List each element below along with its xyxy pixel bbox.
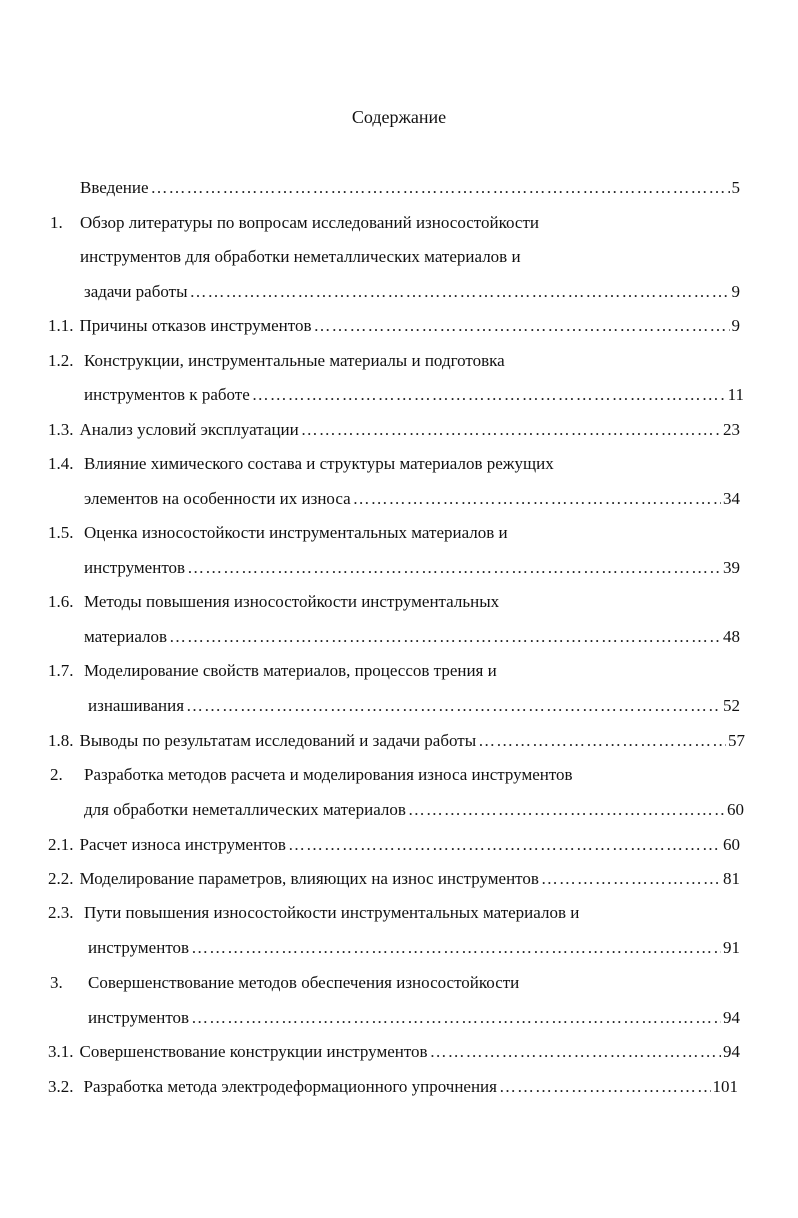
toc-page-number: 39 [723, 558, 740, 577]
leader-dots [252, 383, 726, 407]
toc-entry-2-3 [88, 936, 740, 960]
toc-entry-text: Пути повышения износостойкости инструментальных материалов и [84, 903, 580, 922]
toc-entry-number: 2. [50, 765, 63, 784]
toc-entry-intro [80, 176, 740, 200]
toc-entry-number: 1.1. [48, 316, 74, 335]
toc-entry-text: Конструкции, инструментальные материалы и подготовка [84, 351, 505, 370]
toc-entry-1-1 [48, 314, 740, 338]
toc-entry-number: 1.8. [48, 731, 74, 750]
leader-dots [191, 1006, 721, 1030]
toc-page-number: 60 [727, 800, 744, 819]
toc-entry-1-4 [84, 487, 740, 511]
toc-entry-text: Анализ условий эксплуатации [79, 420, 299, 439]
toc-entry-text: Совершенствование конструкции инструментов [79, 1042, 428, 1061]
leader-dots [499, 1075, 711, 1099]
toc-entry-3 [88, 1006, 740, 1030]
toc-entry-1-3 [48, 418, 740, 442]
toc-entry-text: инструментов к работе [84, 385, 250, 404]
toc-page-number: 34 [723, 489, 740, 508]
toc-entry-3-1 [48, 1040, 740, 1064]
toc-page-number: 57 [728, 731, 745, 750]
toc-entry-number: 2.2. [48, 869, 74, 888]
leader-dots [288, 833, 721, 857]
toc-entry-text: задачи работы [84, 282, 188, 301]
toc-page-number: 81 [723, 869, 740, 888]
toc-entry-1 [84, 280, 740, 304]
toc-entry-text: инструментов [88, 938, 190, 957]
toc-entry-text: Моделирование свойств материалов, процессов трения и [84, 661, 497, 680]
toc-entry-number: 3. [50, 973, 63, 992]
toc-entry-number: 2.3. [48, 903, 74, 922]
leader-dots [191, 936, 721, 960]
toc-entry-1-5 [84, 556, 740, 580]
toc-entry-1-8 [48, 729, 745, 753]
toc-page-number: 101 [712, 1077, 738, 1096]
toc-entry-text: изнашивания [88, 696, 185, 715]
toc-entry-3-2 [48, 1075, 738, 1099]
toc-page-number: 60 [723, 835, 740, 854]
leader-dots [151, 176, 730, 200]
toc-entry-1-6 [84, 625, 740, 649]
page-title: Содержание [351, 107, 447, 127]
toc-page-number: 9 [731, 316, 740, 335]
leader-dots [408, 798, 725, 822]
toc-entry-text: Выводы по результатам исследований и задачи работы [79, 731, 477, 750]
toc-entry-text: Разработка методов расчета и моделирования износа инструментов [84, 765, 573, 784]
toc-entry-text: Оценка износостойкости инструментальных материалов и [84, 523, 508, 542]
toc-page-number: 48 [723, 627, 740, 646]
toc-page-number: 9 [731, 282, 740, 301]
toc-entry-2 [84, 798, 744, 822]
toc-page-number: 94 [723, 1008, 740, 1027]
leader-dots [190, 280, 730, 304]
toc-entry-number: 1.2. [48, 351, 74, 370]
toc-entry-number: 1.6. [48, 592, 74, 611]
toc-page-number: 52 [723, 696, 740, 715]
toc-entry-2-1 [48, 833, 740, 857]
leader-dots [430, 1040, 721, 1064]
toc-entry-text: инструментов для обработки неметаллических материалов и [80, 247, 521, 266]
toc-page-number: 94 [723, 1042, 740, 1061]
toc-entry-text: Расчет износа инструментов [79, 835, 286, 854]
toc-page-number: 5 [731, 178, 740, 197]
toc-entry-number: 3.2. [48, 1077, 74, 1096]
leader-dots [541, 867, 721, 891]
toc-entry-text: инструментов [84, 558, 186, 577]
toc-entry-number: 1.3. [48, 420, 74, 439]
leader-dots [301, 418, 721, 442]
toc-entry-text: Методы повышения износостойкости инструментальных [84, 592, 500, 611]
toc-entry-1-7 [88, 694, 740, 718]
toc-entry-text: Моделирование параметров, влияющих на износ инструментов [79, 869, 539, 888]
toc-entry-1-2 [84, 383, 744, 407]
toc-entry-text: Совершенствование методов обеспечения износостойкости [88, 973, 520, 992]
toc-entry-number: 1. [50, 213, 63, 232]
toc-entry-text: Причины отказов инструментов [79, 316, 312, 335]
toc-entry-2-2 [48, 867, 740, 891]
toc-entry-text: для обработки неметаллических материалов [84, 800, 406, 819]
toc-page-number: 11 [727, 385, 744, 404]
leader-dots [314, 314, 730, 338]
toc-page-number: 23 [723, 420, 740, 439]
leader-dots [478, 729, 726, 753]
toc-entry-text: инструментов [88, 1008, 190, 1027]
toc-entry-number: 2.1. [48, 835, 74, 854]
toc-entry-text: Введение [80, 178, 149, 197]
leader-dots [353, 487, 721, 511]
toc-entry-text: Обзор литературы по вопросам исследований износостойкости [80, 213, 539, 232]
toc-page-number: 91 [723, 938, 740, 957]
toc-entry-text: Разработка метода электродеформационного упрочнения [83, 1077, 497, 1096]
toc-entry-number: 3.1. [48, 1042, 74, 1061]
leader-dots [186, 694, 721, 718]
toc-entry-text: элементов на особенности их износа [84, 489, 351, 508]
leader-dots [169, 625, 721, 649]
toc-entry-number: 1.5. [48, 523, 74, 542]
toc-entry-number: 1.4. [48, 454, 74, 473]
toc-entry-number: 1.7. [48, 661, 74, 680]
toc-entry-text: материалов [84, 627, 168, 646]
toc-entry-text: Влияние химического состава и структуры материалов режущих [84, 454, 554, 473]
leader-dots [187, 556, 721, 580]
